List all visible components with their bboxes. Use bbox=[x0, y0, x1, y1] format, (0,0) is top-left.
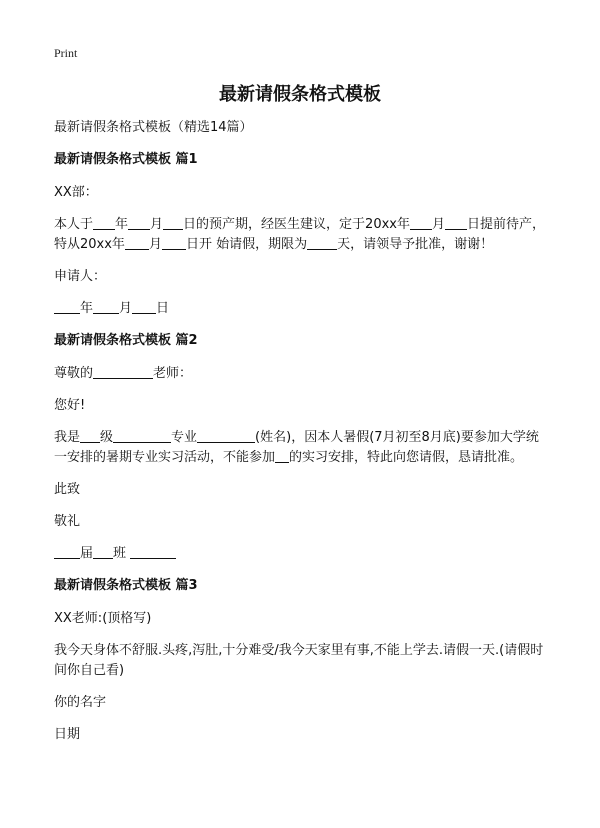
blank-line bbox=[93, 364, 153, 379]
section2-heading: 最新请假条格式模板 篇2 bbox=[54, 333, 198, 348]
blank-line bbox=[130, 544, 176, 559]
blank-line bbox=[80, 428, 100, 443]
subtitle: 最新请假条格式模板（精选14篇） bbox=[54, 120, 253, 135]
blank-line bbox=[93, 215, 115, 230]
section3-date: 日期 bbox=[54, 727, 81, 742]
blank-line bbox=[128, 215, 150, 230]
blank-line bbox=[93, 544, 113, 559]
section2-body bbox=[54, 428, 550, 468]
section3-salutation: XX老师:(顶格写) bbox=[54, 611, 152, 626]
blank-line bbox=[197, 428, 255, 443]
s2-sign-2: 班 bbox=[113, 546, 127, 561]
blank-line bbox=[275, 448, 289, 463]
s1-text-8: 日开 始请假，期限为 bbox=[185, 237, 308, 252]
s2-salutation-post: 老师： bbox=[153, 366, 193, 381]
blank-line bbox=[125, 235, 149, 250]
s2-text-3: 专业 bbox=[171, 430, 198, 445]
section1-salutation: XX部： bbox=[54, 185, 98, 200]
s2-salutation-pre: 尊敬的 bbox=[54, 366, 94, 381]
s2-text-1: 我是 bbox=[54, 430, 81, 445]
section2-sign bbox=[54, 544, 550, 564]
blank-line bbox=[307, 235, 337, 250]
s1-text-6: 日提前待产，特从20xx年 bbox=[54, 217, 546, 252]
blank-line bbox=[445, 215, 467, 230]
blank-line bbox=[113, 428, 171, 443]
blank-line bbox=[54, 299, 80, 314]
blank-line bbox=[162, 235, 186, 250]
s1-text-2: 年 bbox=[115, 217, 129, 232]
section3-heading: 最新请假条格式模板 篇3 bbox=[54, 578, 198, 593]
s1-date-month: 月 bbox=[119, 301, 133, 316]
s2-text-4: (姓名)，因本人暑假(7月初至8月底)要参加大学统一安排的暑期专业实习活动，不能参加 bbox=[54, 430, 539, 465]
print-label: Print bbox=[54, 46, 78, 60]
s1-text-1: 本人于 bbox=[54, 217, 94, 232]
section2-greeting: 您好! bbox=[54, 398, 86, 413]
blank-line bbox=[410, 215, 432, 230]
section1-body bbox=[54, 215, 550, 255]
section1-applicant: 申请人： bbox=[54, 269, 107, 284]
s1-text-4: 日的预产期，经医生建议，定于20xx年 bbox=[183, 217, 410, 232]
s1-text-7: 月 bbox=[148, 237, 162, 252]
s1-text-5: 月 bbox=[431, 217, 445, 232]
blank-line bbox=[54, 544, 80, 559]
page-title: 最新请假条格式模板 bbox=[219, 84, 381, 105]
section1-date bbox=[54, 299, 550, 319]
section1-heading: 最新请假条格式模板 篇1 bbox=[54, 152, 198, 167]
blank-line bbox=[163, 215, 183, 230]
s1-date-day: 日 bbox=[156, 301, 170, 316]
section2-closing-2: 敬礼 bbox=[54, 514, 81, 529]
s1-text-9: 天，请领导予批准，谢谢！ bbox=[337, 237, 494, 252]
s2-text-2: 级 bbox=[100, 430, 114, 445]
s1-date-year: 年 bbox=[80, 301, 94, 316]
s2-sign-1: 届 bbox=[80, 546, 94, 561]
blank-line bbox=[132, 299, 156, 314]
s1-text-3: 月 bbox=[150, 217, 164, 232]
s2-text-5: 的实习安排，特此向您请假，恳请批准。 bbox=[289, 450, 524, 465]
blank-line bbox=[93, 299, 119, 314]
section2-salutation bbox=[54, 364, 550, 384]
section3-name: 你的名字 bbox=[54, 695, 107, 710]
section3-body: 我今天身体不舒服.头疼,泻肚,十分难受/我今天家里有事,不能上学去.请假一天.(请假时间你自己看) bbox=[54, 643, 544, 678]
document-body bbox=[54, 118, 550, 757]
section2-closing-1: 此致 bbox=[54, 482, 81, 497]
